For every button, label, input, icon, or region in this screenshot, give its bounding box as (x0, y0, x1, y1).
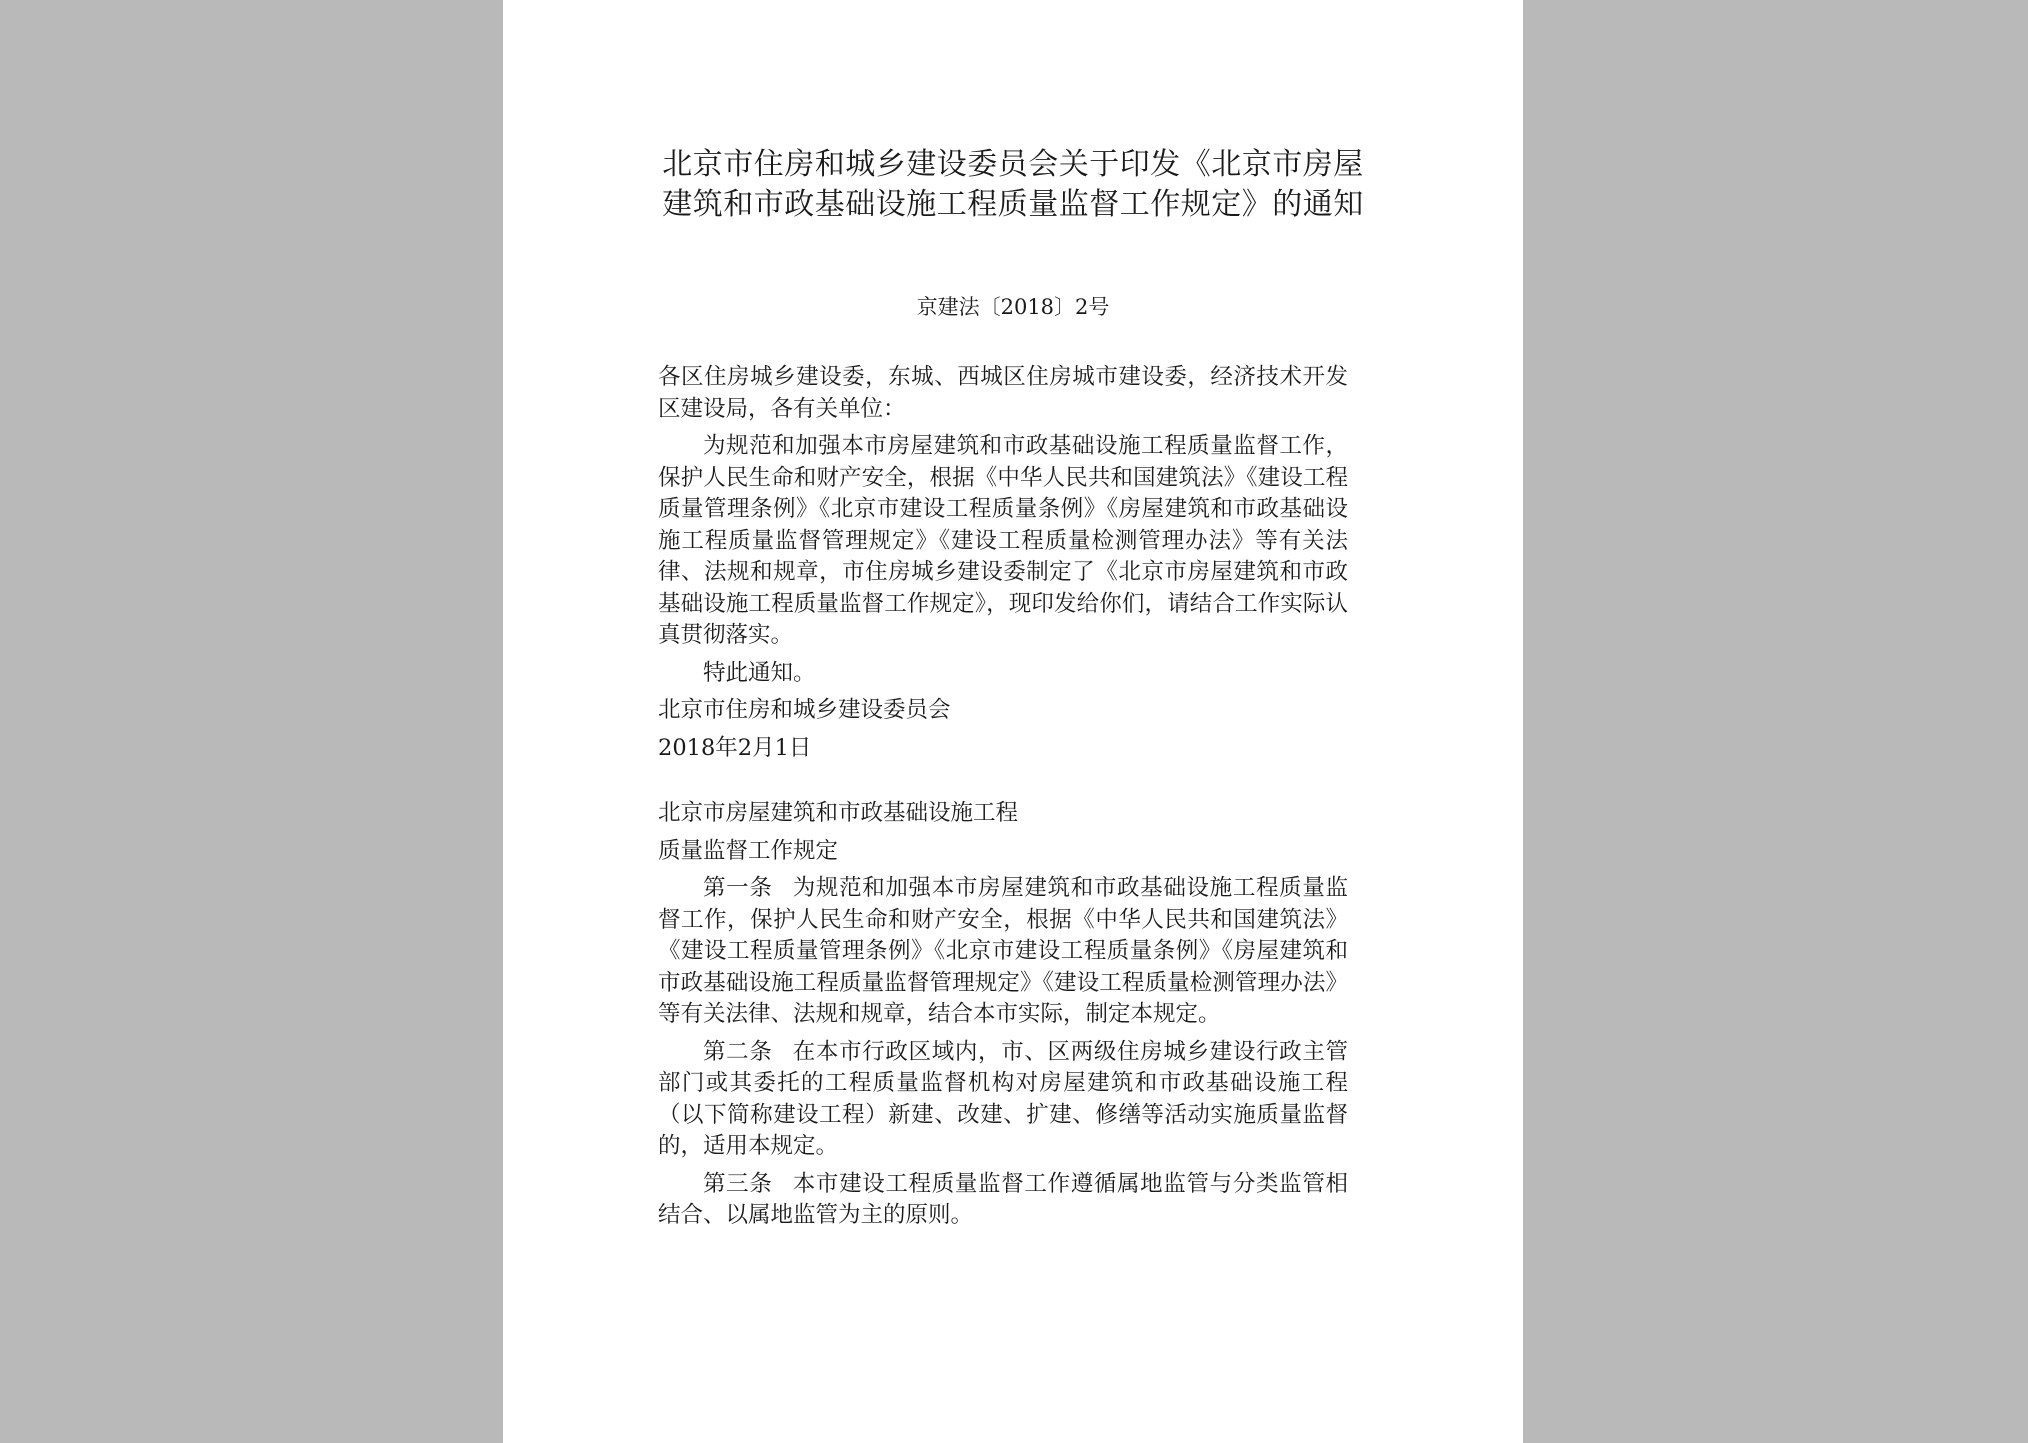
document-number: 京建法〔2018〕2号 (916, 295, 1110, 319)
article-2 (658, 1037, 1348, 1163)
rules-title-line-1: 北京市房屋建筑和市政基础设施工程 (658, 800, 1019, 826)
article-1-text: 为规范和加强本市房屋建筑和市政基础设施工程质量监督工作，保护人民生命和财产安全，根据《中华人民共和国建筑法》《建设工程质量管理条例》《北京市建设工程质量条例》《房屋建筑和市政基础设施工程质量监督管理规定》《建设工程质量检测管理办法》等有关法律、法规和规章，结合本市实际，制定本规定。 (658, 875, 1348, 1027)
signature-org: 北京市住房和城乡建设委员会 (658, 697, 951, 723)
article-3-head: 第三条 (703, 1170, 773, 1197)
document-body (658, 362, 1348, 1238)
closing-remark: 特此通知。 (703, 659, 816, 686)
rules-title-line-2: 质量监督工作规定 (658, 837, 839, 864)
article-3-text: 本市建设工程质量监督工作遵循属地监管与分类监管相结合、以属地监管为主的原则。 (658, 1170, 1348, 1228)
article-1-head: 第一条 (703, 875, 773, 901)
notice-paragraph: 为规范和加强本市房屋建筑和市政基础设施工程质量监督工作，保护人民生命和财产安全，根据《中华人民共和国建筑法》《建设工程质量管理条例》《北京市建设工程质量条例》《房屋建筑和市政基础设施工程质量监督管理规定》《建设工程质量检测管理办法》等有关法律、法规和规章，市住房城乡建设委制定了《北京市房屋建筑和市政基础设施工程质量监督工作规定》，现印发给你们，请结合工作实际认真贯彻落实。 (658, 433, 1348, 648)
article-1 (658, 873, 1348, 1031)
document-page (503, 0, 1523, 1443)
recipients: 各区住房城乡建设委，东城、西城区住房城市建设委，经济技术开发区建设局，各有关单位： (658, 364, 1348, 422)
article-3 (658, 1169, 1348, 1232)
article-2-head: 第二条 (703, 1038, 773, 1065)
signature-date: 2018年2月1日 (658, 734, 812, 761)
document-title: 北京市住房和城乡建设委员会关于印发《北京市房屋建筑和市政基础设施工程质量监督工作规定》的通知 (662, 147, 1364, 222)
article-2-text: 在本市行政区域内，市、区两级住房城乡建设行政主管部门或其委托的工程质量监督机构对房屋建筑和市政基础设施工程（以下简称建设工程）新建、改建、扩建、修缮等活动实施质量监督的，适用本规定。 (658, 1038, 1348, 1159)
